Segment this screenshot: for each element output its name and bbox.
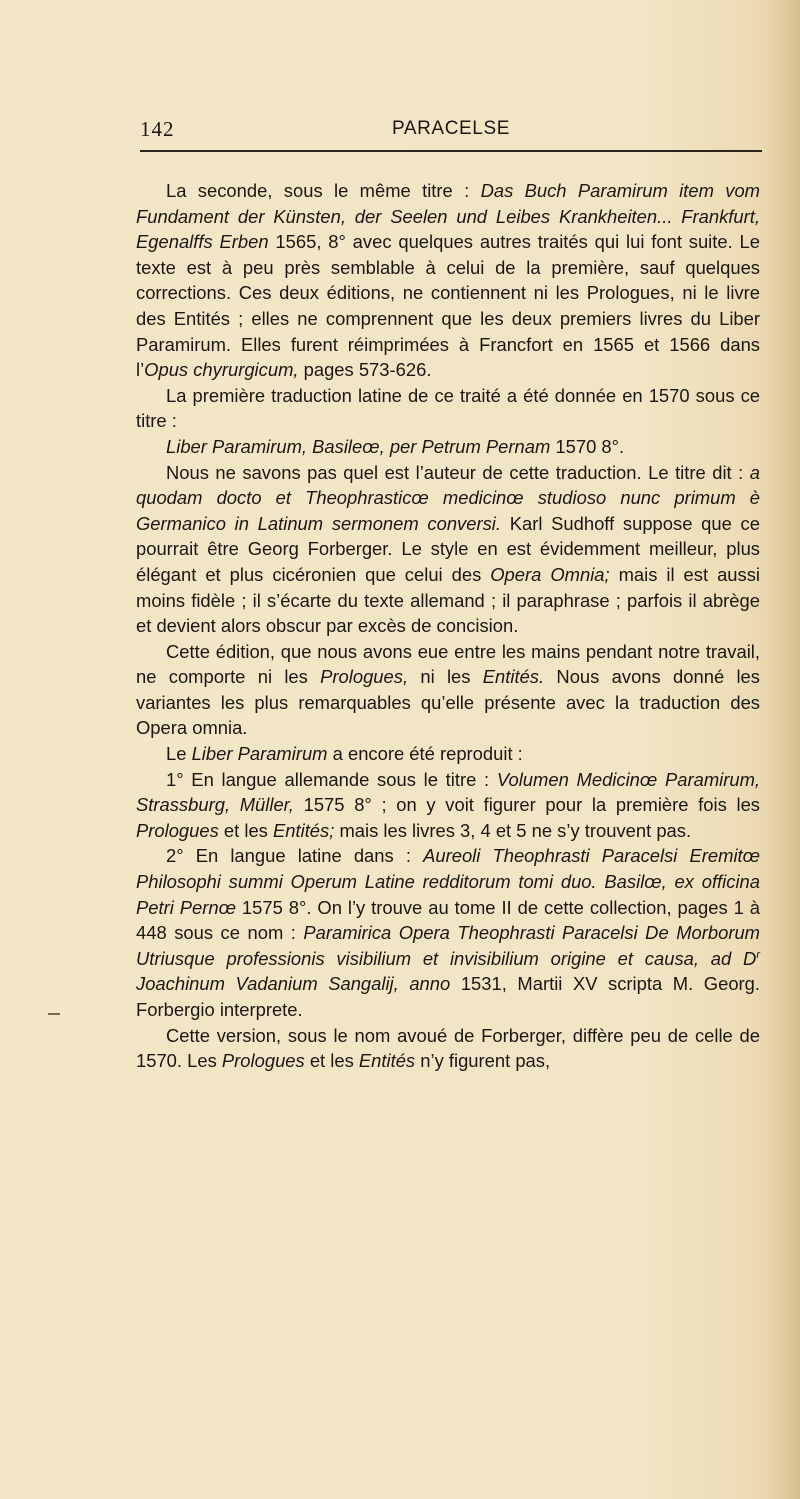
paragraph [136,767,760,844]
italic-run: Entités. [482,666,545,688]
italic-run: Volumen Medicinœ Paramirum, Strassburg, Müller, [136,768,761,816]
text-run: 1531, Martii XV scripta M. Georg. Forbergio interprete. [136,973,761,1020]
page-number: 142 [140,117,175,141]
text-run: Nous ne savons pas quel est l’auteur de cette traduction. Le titre dit : [166,461,750,483]
header-rule [140,150,762,152]
italic-run: Prologues [221,1050,305,1072]
text-run: mais il est aussi moins fidèle ; il s’écarte du texte allemand ; il paraphrase ; parfois il abrège et devient alors obscur par excès de concision. [136,563,761,637]
text-run: 1565, 8° avec quelques autres traités qui lui font suite. Le texte est à peu près semblable à celui de la première, sauf quelques corrections. Ces deux éditions, ne contiennent ni les Prologues, ni le livre des Entités ; elles ne comprennent que les deux premiers livres du Liber Paramirum. Elles furent réimprimées à Francfort en 1565 et 1566 dans l’ [136,231,760,381]
italic-run: Joachinum Vadanium Sangalij, anno [136,973,451,995]
text-run: 1570 8°. [550,435,625,457]
text-run: Cette édition, que nous avons eue entre les mains pendant notre travail, ne comporte ni les [136,640,760,688]
paragraph [136,639,760,741]
page-header [140,116,762,146]
text-run: n’y figurent pas, [415,1050,551,1072]
italic-run: Liber Paramirum [191,743,328,765]
body-text [136,178,760,1074]
italic-run: Opus chyrurgicum, [144,359,299,381]
paragraph [136,460,760,639]
paragraph [136,383,760,434]
text-run: ni les [408,666,483,688]
paragraph [136,741,760,767]
page-edge-shadow [766,0,800,1499]
text-run: La première traduction latine de ce traité a été donnée en 1570 sous ce titre : [136,384,760,432]
text-run: Cette version, sous le nom avoué de Forberger, diffère peu de celle de 1570. Les [136,1024,760,1072]
text-run: Karl Sudhoff suppose que ce pourrait être Georg Forberger. Le style en est évidemment meilleur, plus élégant et plus cicéronien que celui des [136,512,760,585]
italic-run: Entités; [273,819,335,841]
italic-run: Prologues [136,819,219,841]
italic-run: Prologues, [320,666,409,688]
italic-run: Aureoli Theophrasti Paracelsi Eremitœ Philosophi summi Operum Latine redditorum tomi duo. Basilœ, ex officina Petri Pernœ [136,845,760,918]
italic-run: Paramirica Opera Theophrasti Paracelsi De Morborum Utriusque professionis visibilium et invisibilium origine et causa, ad D [136,922,760,969]
paragraph [136,434,760,460]
text-run: 1° En langue allemande sous le titre : [166,768,497,790]
margin-mark [48,1013,60,1015]
text-run: a encore été reproduit : [327,743,523,765]
text-run: mais les livres 3, 4 et 5 ne s’y trouvent pas. [334,819,692,841]
text-run: et les [304,1050,359,1072]
paragraph [136,1023,760,1074]
italic-run: Liber Paramirum, Basileœ, per Petrum Pernam [166,435,551,457]
text-run: 1575 8° ; on y voit figurer pour la première fois les [293,794,761,816]
running-head: PARACELSE [391,118,511,139]
paragraph [136,843,760,1022]
text-run: 1575 8°. On l’y trouve au tome II de cette collection, pages 1 à 448 sous ce nom : [136,896,760,944]
text-run: Le [166,743,192,765]
text-run: 2° En langue latine dans : [166,845,424,867]
italic-run: a quodam docto et Theophrasticœ medicinœ studioso nunc primum è Germanico in Latinum sermonem conversi. [136,461,760,534]
text-run: pages 573-626. [298,359,432,381]
italic-run: r [756,948,760,961]
italic-run: Entités [358,1050,416,1072]
text-run: La seconde, sous le même titre : [166,180,481,201]
text-run: et les [218,819,273,841]
italic-run: Das Buch Paramirum item vom Fundament der Künsten, der Seelen und Leibes Krankheiten... Frankfurt, Egenalffs Erben [136,180,760,253]
italic-run: Opera Omnia; [490,563,610,585]
text-run: Nous avons donné les variantes les plus remarquables qu’elle présente avec la traduction des Opera omnia. [136,666,760,739]
paragraph [136,178,760,383]
